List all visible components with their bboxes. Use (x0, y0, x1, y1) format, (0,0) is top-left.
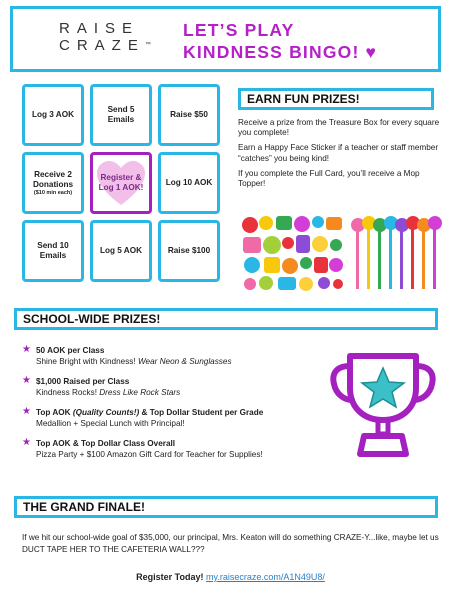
bingo-cell: Send 5 Emails (90, 84, 152, 146)
register-label: Register Today! (136, 572, 204, 582)
page-title (183, 19, 433, 63)
star-icon: ★ (22, 344, 31, 355)
star-icon: ★ (22, 437, 31, 448)
bingo-grid (22, 84, 222, 288)
bingo-cell: Receive 2 Donations ($10 min each) (22, 152, 84, 214)
star-icon: ★ (22, 375, 31, 386)
bingo-cell: Log 5 AOK (90, 220, 152, 282)
prize-desc: Pizza Party + $100 Amazon Gift Card for Teacher for Supplies! (36, 449, 263, 459)
list-item (22, 377, 322, 398)
bingo-cell: Raise $50 (158, 84, 220, 146)
finale-text: If we hit our school-wide goal of $35,000, our principal, Mrs. Keaton will do something CRAZE-Y...like, maybe let us DUCT TAPE HER TO THE CAFETERIA WALL??? (22, 533, 439, 554)
bingo-cell: Raise $100 (158, 220, 220, 282)
logo-line1: RAISE (59, 20, 140, 37)
trophy-icon (328, 346, 438, 466)
fun-prizes-p1: Receive a prize from the Treasure Box for every square you complete! (238, 118, 440, 138)
list-item (22, 346, 322, 367)
list-item (22, 408, 322, 429)
fun-prizes-p3: If you complete the Full Card, you’ll receive a Mop Topper! (238, 168, 420, 189)
raisecraze-logo (59, 20, 163, 54)
bingo-cell: Log 3 AOK (22, 84, 84, 146)
prize-desc: Shine Bright with Kindness! Wear Neon & Sunglasses (36, 356, 232, 366)
prize-desc: Medallion + Special Lunch with Principal! (36, 418, 185, 428)
prize-title: 50 AOK per Class (36, 346, 105, 355)
title-line2: KINDNESS BINGO! ♥ (183, 42, 378, 62)
school-wide-list (22, 346, 322, 470)
bingo-cell: Log 10 AOK (158, 152, 220, 214)
header-banner (10, 6, 441, 72)
fun-prizes-p2: Earn a Happy Face Sticker if a teacher or staff member “catches” you being kind! (238, 143, 439, 163)
finale-title: THE GRAND FINALE! (14, 496, 438, 518)
register-link[interactable]: my.raisecraze.com/A1N49U8/ (206, 572, 325, 582)
prize-title: $1,000 Raised per Class (36, 377, 130, 386)
prize-title: Top AOK & Top Dollar Class Overall (36, 439, 176, 448)
title-line1: LET’S PLAY (183, 20, 295, 40)
treasure-box-toys-image (240, 213, 344, 293)
bingo-center-cell: Register & Log 1 AOK! (90, 152, 152, 214)
prize-title: Top AOK (Quality Counts!) & Top Dollar Student per Grade (36, 408, 264, 417)
school-wide-title: SCHOOL-WIDE PRIZES! (14, 308, 438, 330)
fun-prizes-title: EARN FUN PRIZES! (238, 88, 434, 110)
trophy-star-icon (362, 368, 404, 407)
prize-desc: Kindness Rocks! Dress Like Rock Stars (36, 387, 181, 397)
star-icon: ★ (22, 406, 31, 417)
list-item (22, 439, 322, 460)
bingo-cell: Send 10 Emails (22, 220, 84, 282)
logo-line2: CRAZE™ (59, 37, 151, 54)
fun-prizes-text (238, 118, 446, 194)
mop-topper-pens-image (350, 213, 446, 293)
register-line (0, 572, 461, 582)
